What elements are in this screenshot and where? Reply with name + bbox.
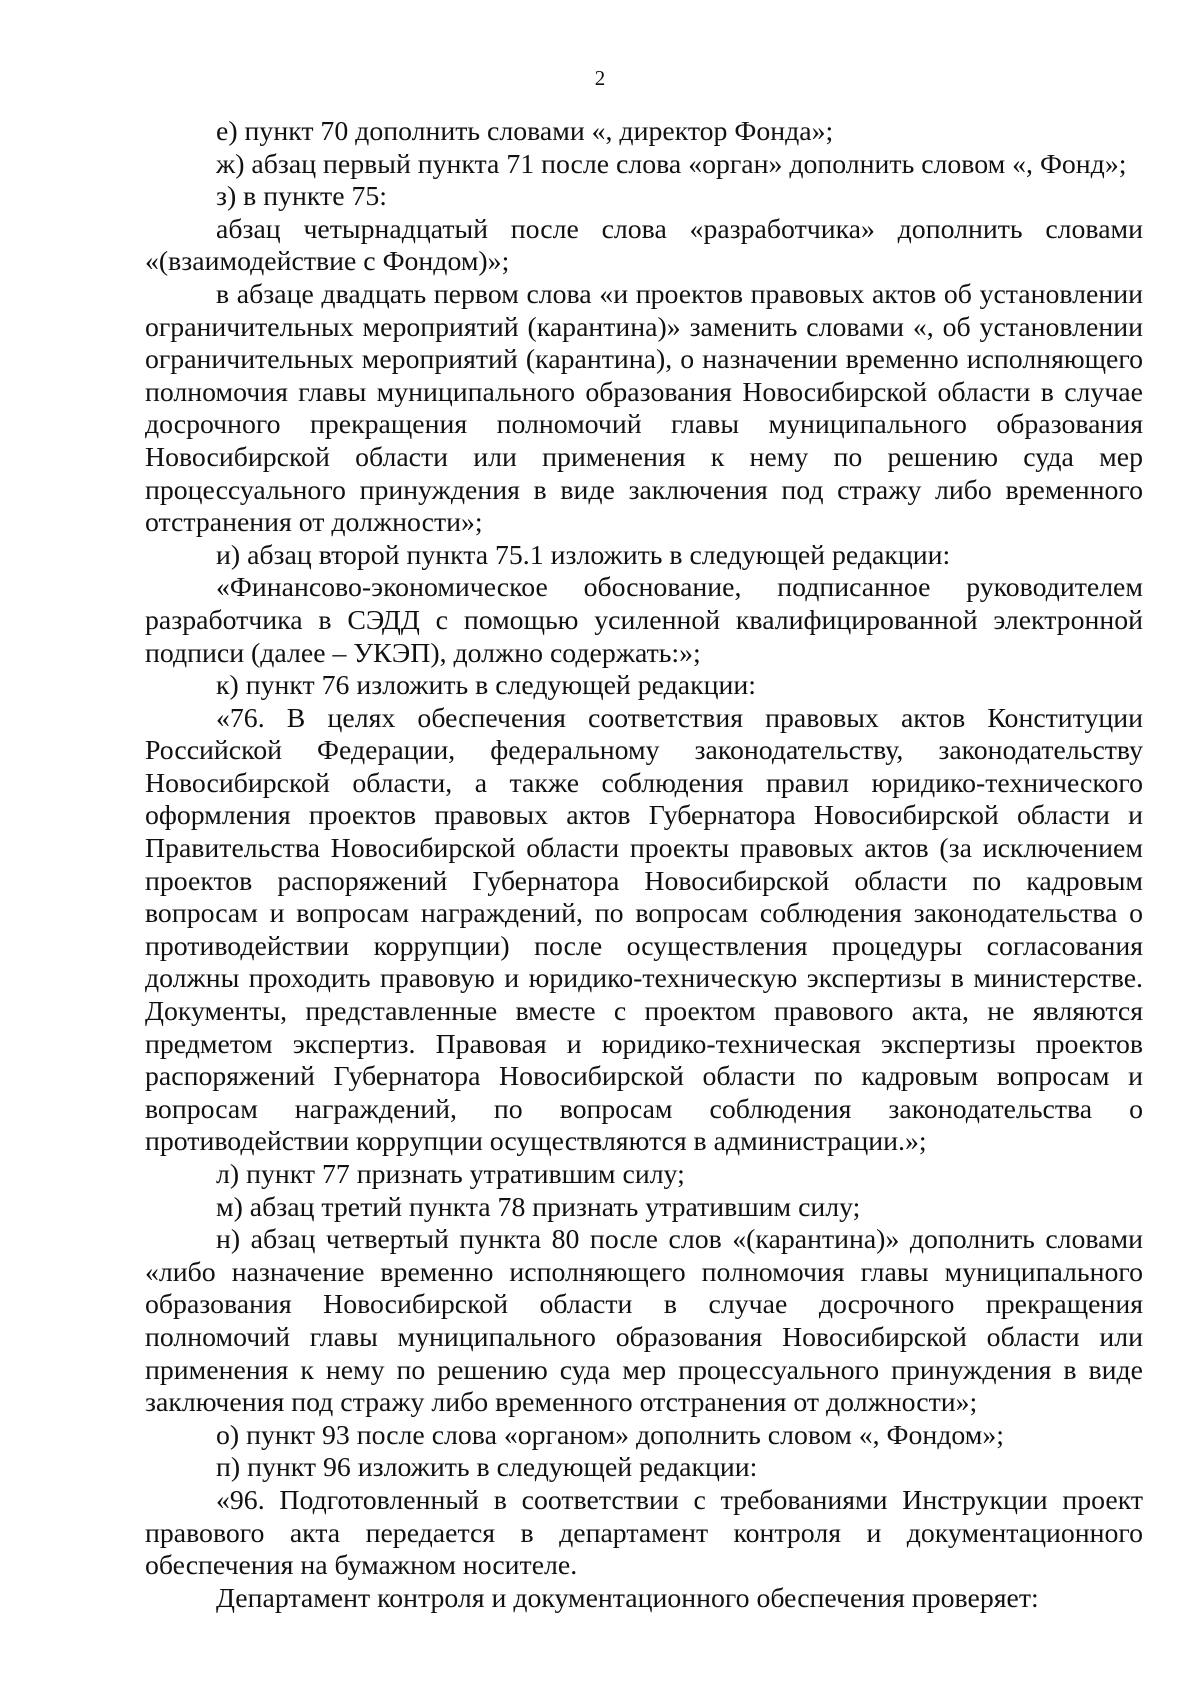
paragraph-m: м) абзац третий пункта 78 признать утратившим силу;: [216, 1191, 861, 1223]
paragraph-i: и) абзац второй пункта 75.1 изложить в следующей редакции:: [216, 539, 951, 571]
paragraph-i-quote: «Финансово-экономическое обоснование, подписанное руководителем разработчика в СЭДД с помощью усиленной квалифицированной электронной подписи (далее – УКЭП), должно содержать:»;: [145, 572, 1143, 669]
document-body: [145, 116, 1143, 1615]
paragraph-k: к) пункт 76 изложить в следующей редакции:: [216, 670, 756, 702]
paragraph-o: о) пункт 93 после слова «органом» дополнить словом «, Фондом»;: [216, 1419, 1005, 1451]
paragraph-p: п) пункт 96 изложить в следующей редакции:: [216, 1452, 758, 1484]
paragraph-p-quote-96: «96. Подготовленный в соответствии с требованиями Инструкции проект правового акта передается в департамент контроля и документационного обеспечения на бумажном носителе.: [145, 1484, 1143, 1582]
paragraph-n: н) абзац четвертый пункта 80 после слов «(карантина)» дополнить словами «либо назначение временно исполняющего полномочия главы муниципального образования Новосибирской области в случае досрочного прекращения полномочий главы муниципального образования Новосибирской области или применения к нему по решению суда мер процессуального принуждения в виде заключения под стражу либо временного отстранения от должности»;: [145, 1224, 1143, 1419]
paragraph-l: л) пункт 77 признать утратившим силу;: [216, 1159, 685, 1190]
paragraph-z-abzac-14: абзац четырнадцатый после слова «разработчика» дополнить словами «(взаимодействие с Фондом)»;: [145, 213, 1143, 278]
paragraph-e: е) пункт 70 дополнить словами «, директор Фонда»;: [216, 116, 834, 147]
paragraph-k-quote-76: «76. В целях обеспечения соответствия правовых актов Конституции Российской Федерации, федеральному законодательству, законодательству Новосибирской области, а также соблюдения правил юридико-технического оформления проектов правовых актов Губернатора Новосибирской области и Правительства Новосибирской области проекты правовых актов (за исключением проектов распоряжений Губернатора Новосибирской области по кадровым вопросам и вопросам награждений, по вопросам соблюдения законодательства о противодействии коррупции) после осуществления процедуры согласования должны проходить правовую и юридико-техническую экспертизы в министерстве. Документы, представленные вместе с проектом правового акта, не являются предметом экспертиз. Правовая и юридико-техническая экспертизы проектов распоряжений Губернатора Новосибирской области по кадровым вопросам и вопросам награждений, по вопросам соблюдения законодательства о противодействии коррупции осуществляются в администрации.»;: [145, 702, 1143, 1158]
page-number: 2: [594, 66, 606, 90]
paragraph-p-department: Департамент контроля и документационного обеспечения проверяет:: [216, 1582, 1039, 1614]
paragraph-z: з) в пункте 75:: [216, 181, 388, 213]
paragraph-zh: ж) абзац первый пункта 71 после слова «орган» дополнить словом «, Фонд»;: [216, 148, 1127, 180]
paragraph-z-abzac-21: в абзаце двадцать первом слова «и проектов правовых актов об установлении ограничительных мероприятий (карантина)» заменить словами «, об установлении ограничительных мероприятий (карантина), о назначении временно исполняющего полномочия главы муниципального образования Новосибирской области в случае досрочного прекращения полномочий главы муниципального образования Новосибирской области или применения к нему по решению суда мер процессуального принуждения в виде заключения под стражу либо временного отстранения от должности»;: [145, 278, 1143, 539]
